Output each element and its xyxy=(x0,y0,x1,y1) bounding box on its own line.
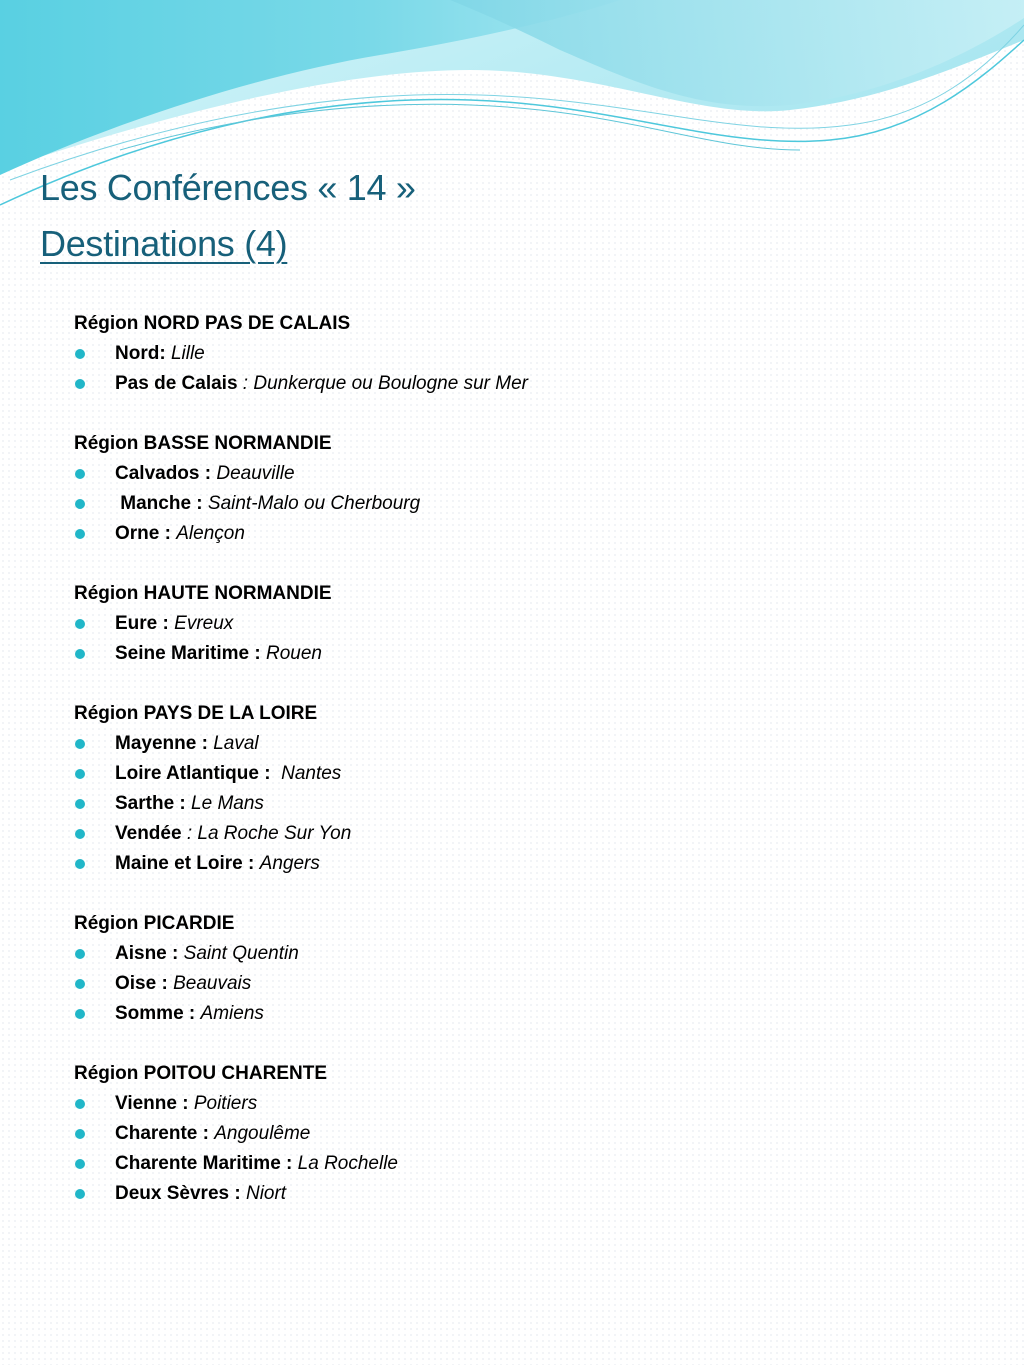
region-block xyxy=(74,429,974,549)
department-list xyxy=(74,1089,974,1209)
region-title: Région BASSE NORMANDIE xyxy=(74,433,332,454)
list-item xyxy=(74,1149,974,1179)
department-name: Somme : xyxy=(115,1003,196,1024)
department-name: Nord: xyxy=(115,343,166,364)
list-item xyxy=(74,1119,974,1149)
region-title: Région PAYS DE LA LOIRE xyxy=(74,703,318,724)
department-name: Vienne : xyxy=(115,1093,189,1114)
city-name: Angoulême xyxy=(214,1123,311,1144)
department-list xyxy=(74,339,974,399)
city-name: Evreux xyxy=(174,613,234,634)
title-line-2: Destinations (4) xyxy=(40,223,288,264)
city-name: Nantes xyxy=(275,763,342,784)
department-name: Deux Sèvres : xyxy=(115,1183,241,1204)
bullet-icon xyxy=(75,499,85,509)
list-item xyxy=(74,489,974,519)
slide-title xyxy=(40,160,416,272)
separator: : xyxy=(237,373,249,394)
city-name: Alençon xyxy=(176,523,245,544)
bullet-icon xyxy=(75,379,85,389)
department-name: Eure : xyxy=(115,613,169,634)
title-line-1: Les Conférences « 14 » xyxy=(40,167,416,208)
list-item xyxy=(74,339,974,369)
city-name: Deauville xyxy=(216,463,295,484)
bullet-icon xyxy=(75,739,85,749)
list-item xyxy=(74,999,974,1029)
list-item xyxy=(74,519,974,549)
list-item xyxy=(74,939,974,969)
bullet-icon xyxy=(75,949,85,959)
city-name: Laval xyxy=(213,733,259,754)
department-name: Mayenne : xyxy=(115,733,208,754)
city-name: Angers xyxy=(259,853,320,874)
city-name: Beauvais xyxy=(173,973,252,994)
department-name: Seine Maritime : xyxy=(115,643,261,664)
region-title: Région PICARDIE xyxy=(74,913,235,934)
city-name: Niort xyxy=(245,1183,287,1204)
department-name: Calvados : xyxy=(115,463,212,484)
city-name: La Rochelle xyxy=(297,1153,398,1174)
bullet-icon xyxy=(75,1189,85,1199)
bullet-icon xyxy=(75,1159,85,1169)
department-name: Charente Maritime : xyxy=(115,1153,293,1174)
region-block xyxy=(74,909,974,1029)
bullet-icon xyxy=(75,979,85,989)
list-item xyxy=(74,459,974,489)
region-title: Région HAUTE NORMANDIE xyxy=(74,583,332,604)
city-name: Saint-Malo ou Cherbourg xyxy=(207,493,421,514)
bullet-icon xyxy=(75,529,85,539)
list-item xyxy=(74,1179,974,1209)
city-name: Poitiers xyxy=(193,1093,258,1114)
list-item xyxy=(74,639,974,669)
department-list xyxy=(74,459,974,549)
list-item xyxy=(74,1089,974,1119)
separator: : xyxy=(181,823,193,844)
bullet-icon xyxy=(75,829,85,839)
department-name: Manche : xyxy=(115,493,203,514)
department-name: Maine et Loire : xyxy=(115,853,255,874)
bullet-icon xyxy=(75,1009,85,1019)
region-title: Région NORD PAS DE CALAIS xyxy=(74,313,351,334)
city-name: Lille xyxy=(170,343,205,364)
city-name: Dunkerque ou Boulogne sur Mer xyxy=(253,373,528,394)
bullet-icon xyxy=(75,619,85,629)
list-item xyxy=(74,369,974,399)
department-name: Loire Atlantique : xyxy=(115,763,271,784)
region-block xyxy=(74,579,974,669)
bullet-icon xyxy=(75,649,85,659)
list-item xyxy=(74,609,974,639)
bullet-icon xyxy=(75,799,85,809)
list-item xyxy=(74,969,974,999)
region-block xyxy=(74,1059,974,1209)
city-name: Rouen xyxy=(266,643,322,664)
list-item xyxy=(74,789,974,819)
department-name: Oise : xyxy=(115,973,168,994)
city-name: Le Mans xyxy=(191,793,264,814)
list-item xyxy=(74,819,974,849)
list-item xyxy=(74,729,974,759)
department-list xyxy=(74,939,974,1029)
department-name: Vendée xyxy=(115,823,182,844)
region-block xyxy=(74,309,974,399)
department-list xyxy=(74,729,974,879)
city-name: Saint Quentin xyxy=(183,943,299,964)
region-title: Région POITOU CHARENTE xyxy=(74,1063,327,1084)
destinations-content xyxy=(74,309,974,1239)
department-list xyxy=(74,609,974,669)
city-name: Amiens xyxy=(200,1003,264,1024)
list-item xyxy=(74,759,974,789)
region-block xyxy=(74,699,974,879)
department-name: Orne : xyxy=(115,523,171,544)
bullet-icon xyxy=(75,769,85,779)
bullet-icon xyxy=(75,349,85,359)
department-name: Pas de Calais xyxy=(115,373,238,394)
department-name: Charente : xyxy=(115,1123,209,1144)
bullet-icon xyxy=(75,469,85,479)
bullet-icon xyxy=(75,1129,85,1139)
department-name: Aisne : xyxy=(115,943,179,964)
bullet-icon xyxy=(75,1099,85,1109)
city-name: La Roche Sur Yon xyxy=(197,823,352,844)
bullet-icon xyxy=(75,859,85,869)
list-item xyxy=(74,849,974,879)
department-name: Sarthe : xyxy=(115,793,186,814)
wave-line-3 xyxy=(120,104,800,150)
